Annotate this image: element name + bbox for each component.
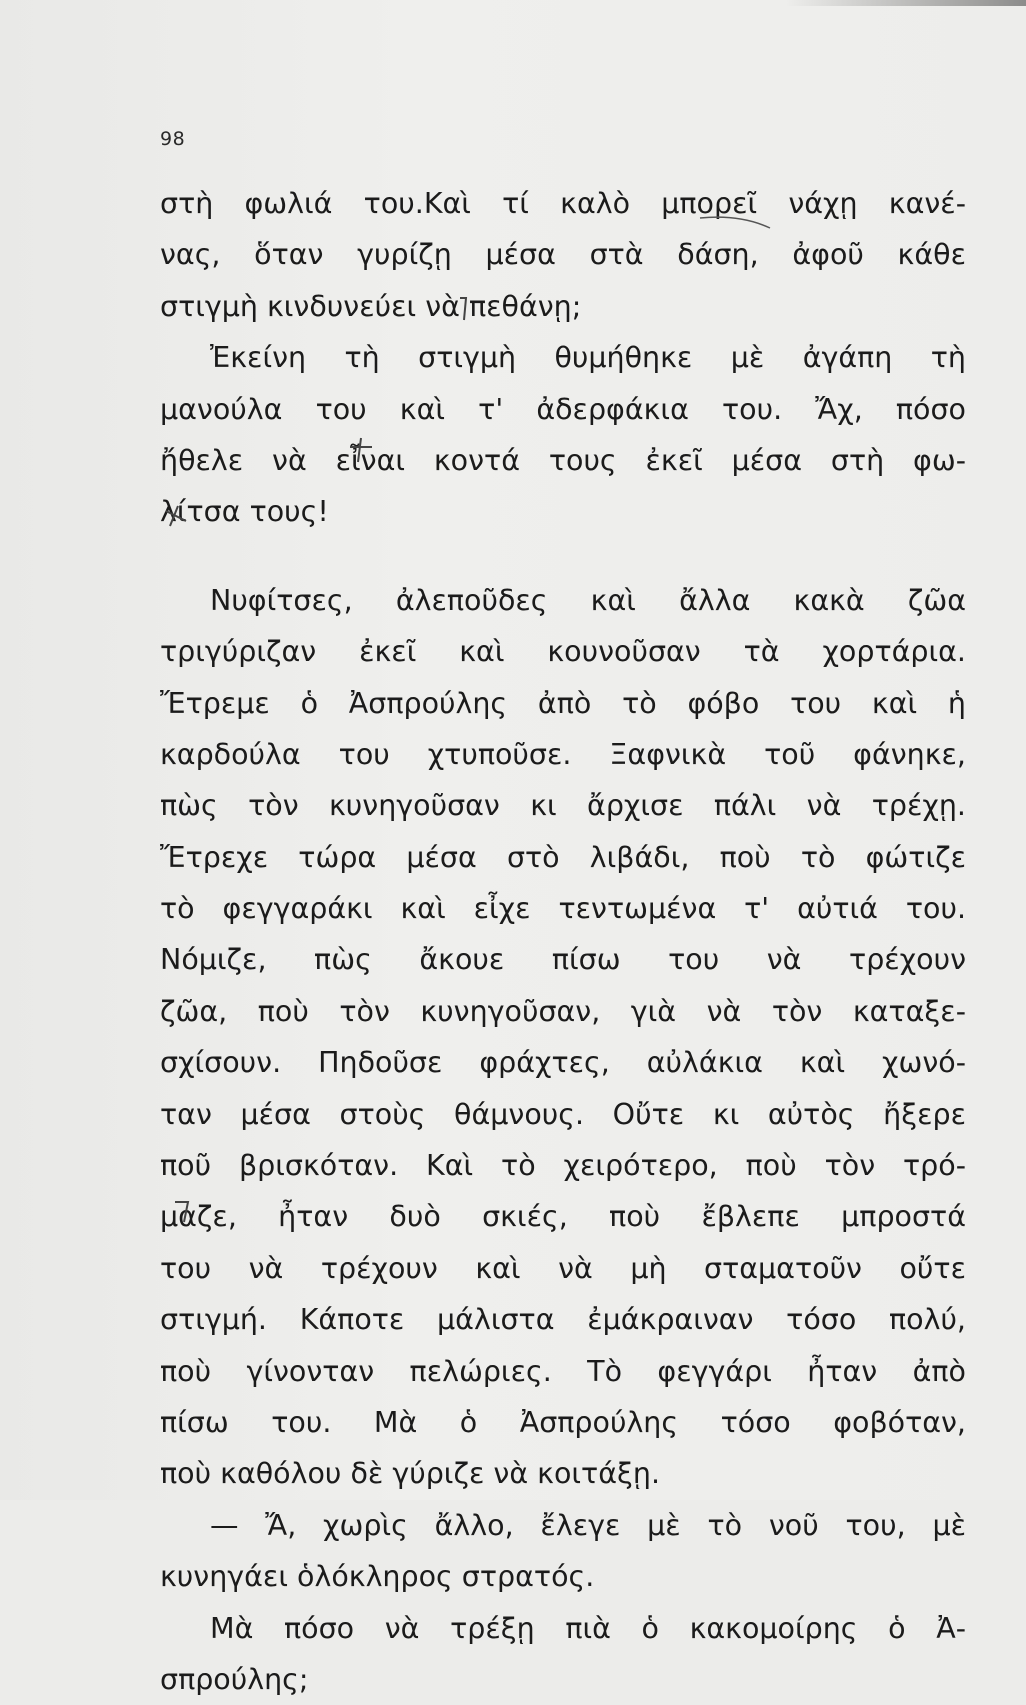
text-line: νας, ὅταν γυρίζῃ μέσα στὰ δάση, ἀφοῦ κάθε — [160, 238, 966, 272]
text-line: πὼς τὸν κυνηγοῦσαν κι ἄρχισε πάλι νὰ τρέχῃ. — [160, 789, 966, 823]
text-line: Μὰ πόσο νὰ τρέξῃ πιὰ ὁ κακομοίρης ὁ Ἀ- — [210, 1611, 966, 1645]
text-line: καρδούλα του χτυποῦσε. Ξαφνικὰ τοῦ φάνηκε, — [160, 737, 966, 771]
text-line: μαζε, ἦταν δυὸ σκιές, ποὺ ἔβλεπε μπροστά — [160, 1200, 966, 1234]
text-line: Ἔτρεμε ὁ Ἀσπρούλης ἀπὸ τὸ φόβο του καὶ ἡ — [160, 686, 966, 720]
text-line: — Ἄ, χωρὶς ἄλλο, ἔλεγε μὲ τὸ νοῦ του, μὲ — [210, 1508, 966, 1542]
body-text — [160, 178, 966, 1705]
text-line: πίσω του. Μὰ ὁ Ἀσπρούλης τόσο φοβόταν, — [160, 1405, 966, 1439]
text-line: στιγμή. Κάποτε μάλιστα ἐμάκραιναν τόσο πολύ, — [160, 1303, 966, 1337]
text-line: Νυφίτσες, ἀλεποῦδες καὶ ἄλλα κακὰ ζῶα — [210, 583, 966, 617]
page-number: 98 — [160, 128, 186, 150]
text-line: λίτσα τους! — [160, 495, 329, 529]
text-line: ποὺ γίνονταν πελώριες. Τὸ φεγγάρι ἦταν ἀπὸ — [160, 1354, 966, 1388]
text-line: ποὺ καθόλου δὲ γύριζε νὰ κοιτάξῃ. — [160, 1457, 661, 1491]
text-line: του νὰ τρέχουν καὶ νὰ μὴ σταματοῦν οὔτε — [160, 1251, 966, 1285]
text-line: στιγμὴ κινδυνεύει νὰ πεθάνῃ; — [160, 289, 582, 323]
text-line: ταν μέσα στοὺς θάμνους. Οὔτε κι αὐτὸς ἤξερε — [160, 1097, 966, 1131]
text-line: ποῦ βρισκόταν. Καὶ τὸ χειρότερο, ποὺ τὸν τρό- — [160, 1149, 966, 1183]
page-edge-shadow — [786, 0, 1026, 6]
text-line: ζῶα, ποὺ τὸν κυνηγοῦσαν, γιὰ νὰ τὸν καταξε- — [160, 994, 966, 1028]
text-line: κυνηγάει ὁλόκληρος στρατός. — [160, 1560, 595, 1594]
paragraph-gap — [160, 538, 966, 575]
text-line: τὸ φεγγαράκι καὶ εἶχε τεντωμένα τ' αὐτιά του. — [160, 892, 966, 926]
text-line: ἤθελε νὰ εἶναι κοντά τους ἐκεῖ μέσα στὴ φω- — [160, 443, 966, 477]
text-line: σπρούλης; — [160, 1662, 309, 1696]
text-line: τριγύριζαν ἐκεῖ καὶ κουνοῦσαν τὰ χορτάρια. — [160, 635, 966, 669]
text-line: Ἔτρεχε τώρα μέσα στὸ λιβάδι, ποὺ τὸ φώτιζε — [160, 840, 966, 874]
text-line: στὴ φωλιά του.Καὶ τί καλὸ μπορεῖ νάχῃ κανέ- — [160, 187, 966, 220]
text-line: μανούλα του καὶ τ' ἀδερφάκια του. Ἄχ, πόσο — [160, 392, 966, 426]
text-line: Νόμιζε, πὼς ἄκουε πίσω του νὰ τρέχουν — [160, 943, 966, 977]
text-line: Ἐκείνη τὴ στιγμὴ θυμήθηκε μὲ ἀγάπη τὴ — [210, 341, 966, 375]
text-line: σχίσουν. Πηδοῦσε φράχτες, αὐλάκια καὶ χωνό- — [160, 1046, 966, 1080]
